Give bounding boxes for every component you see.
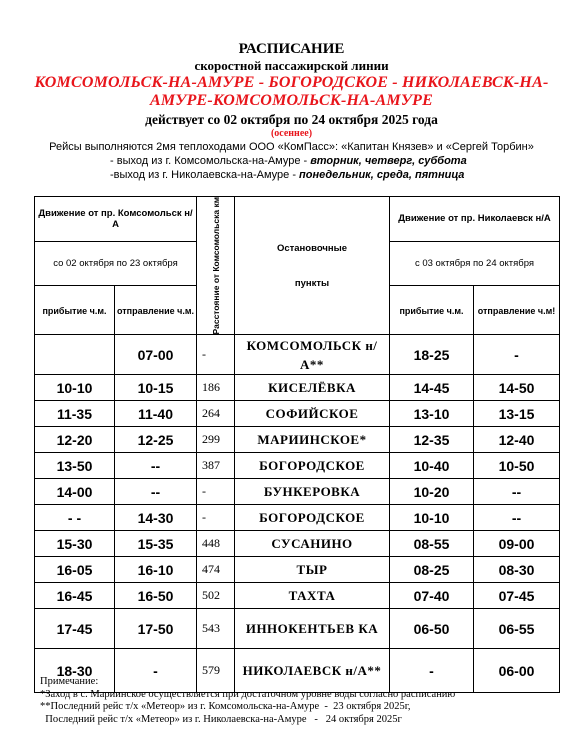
departure-from-komsomolsk: 11-40 (115, 401, 197, 427)
arrival-from-nikolaevsk: 18-25 (390, 335, 474, 375)
table-row (35, 531, 560, 557)
operators-note: Рейсы выполняются 2мя теплоходами ООО «КомПасс»: «Капитан Князев» и «Сергей Торбин» (49, 141, 534, 153)
arrival-from-komsomolsk: 16-05 (35, 557, 115, 583)
arrival-from-nikolaevsk: 10-10 (390, 505, 474, 531)
distance-km: - (197, 479, 235, 505)
departure-from-nikolaevsk: 08-30 (474, 557, 560, 583)
schedule-header (0, 40, 583, 182)
notes-title: Примечание: (40, 676, 99, 687)
departure-from-komsomolsk: -- (115, 479, 197, 505)
stop-name: СОФИЙСКОЕ (235, 401, 390, 427)
arrival-from-nikolaevsk: 10-40 (390, 453, 474, 479)
arrival-from-nikolaevsk: 10-20 (390, 479, 474, 505)
table-row (35, 479, 560, 505)
departure-from-komsomolsk: 07-00 (115, 335, 197, 375)
arrival-from-komsomolsk: - - (35, 505, 115, 531)
stop-name: БОГОРОДСКОЕ (235, 505, 390, 531)
departure-from-komsomolsk: 16-50 (115, 583, 197, 609)
arrival-from-nikolaevsk: 12-35 (390, 427, 474, 453)
table-row (35, 375, 560, 401)
stops-header: Остановочные пункты (235, 197, 390, 335)
distance-km: 264 (197, 401, 235, 427)
table-row (35, 505, 560, 531)
arrival-from-komsomolsk: 11-35 (35, 401, 115, 427)
arrival-from-nikolaevsk: 08-25 (390, 557, 474, 583)
departure-komsomolsk-days: вторник, четверг, суббота (310, 155, 467, 167)
distance-km: - (197, 505, 235, 531)
note-last-trip-komsomolsk: **Последний рейс т/х «Метеор» из г. Комсомольска-на-Амуре - 23 октября 2025г, (40, 701, 411, 712)
arrival-from-komsomolsk: 17-45 (35, 609, 115, 649)
distance-header: Расстояние от Комсомольска км (197, 197, 235, 335)
table-row (35, 557, 560, 583)
departure-nikolaevsk-days: понедельник, среда, пятница (299, 169, 465, 181)
departure-from-nikolaevsk: 09-00 (474, 531, 560, 557)
schedule-table (34, 196, 560, 693)
departure-from-komsomolsk: 14-30 (115, 505, 197, 531)
distance-km: 448 (197, 531, 235, 557)
page-subtitle: скоростной пассажирской линии (194, 58, 389, 73)
departure-from-komsomolsk: 15-35 (115, 531, 197, 557)
stop-name: ТЫР (235, 557, 390, 583)
departure-from-nikolaevsk: 14-50 (474, 375, 560, 401)
departure-header-left: отправление ч.м. (115, 286, 197, 335)
arrival-from-komsomolsk: 13-50 (35, 453, 115, 479)
table-row (35, 609, 560, 649)
departure-from-komsomolsk: 10-15 (115, 375, 197, 401)
arrival-from-nikolaevsk: 08-55 (390, 531, 474, 557)
direction-from-nikolaevsk: Движение от пр. Николаевск н/А (390, 197, 560, 242)
departure-from-nikolaevsk: -- (474, 479, 560, 505)
stop-name: СУСАНИНО (235, 531, 390, 557)
departure-from-nikolaevsk: - (474, 335, 560, 375)
footnotes (40, 676, 455, 726)
arrival-from-komsomolsk (35, 335, 115, 375)
table-row (35, 401, 560, 427)
dates-from-komsomolsk: со 02 октября по 23 октября (35, 241, 197, 286)
arrival-from-nikolaevsk: 06-50 (390, 609, 474, 649)
distance-km: 502 (197, 583, 235, 609)
stop-name: БОГОРОДСКОЕ (235, 453, 390, 479)
departure-komsomolsk: - выход из г. Комсомольска-на-Амуре - вторник, четверг, суббота (110, 155, 467, 167)
table-row (35, 453, 560, 479)
arrival-from-nikolaevsk: 07-40 (390, 583, 474, 609)
stop-name: ИННОКЕНТЬЕВ КА (235, 609, 390, 649)
departure-from-komsomolsk: - (115, 649, 197, 693)
page-title: РАСПИСАНИЕ (238, 41, 345, 57)
stop-name: МАРИИНСКОЕ* (235, 427, 390, 453)
stop-name: КОМСОМОЛЬСК н/А** (235, 335, 390, 375)
stop-name: КИСЕЛЁВКА (235, 375, 390, 401)
arrival-from-nikolaevsk: 14-45 (390, 375, 474, 401)
stop-name: НИКОЛАЕВСК н/А** (235, 649, 390, 693)
distance-km: 474 (197, 557, 235, 583)
distance-km: 543 (197, 609, 235, 649)
season-label: (осеннее) (270, 128, 313, 139)
arrival-from-komsomolsk: 14-00 (35, 479, 115, 505)
arrival-from-komsomolsk: 15-30 (35, 531, 115, 557)
departure-header-right: отправление ч.м! (474, 286, 560, 335)
departure-from-komsomolsk: 17-50 (115, 609, 197, 649)
dates-from-nikolaevsk: с 03 октября по 24 октября (390, 241, 560, 286)
table-row (35, 427, 560, 453)
arrival-from-nikolaevsk: - (390, 649, 474, 693)
departure-from-komsomolsk: 12-25 (115, 427, 197, 453)
departure-nikolaevsk: -выход из г. Николаевска-на-Амуре - понедельник, среда, пятница (110, 169, 465, 181)
distance-km: 299 (197, 427, 235, 453)
stop-name: БУНКЕРОВКА (235, 479, 390, 505)
departure-from-komsomolsk: 16-10 (115, 557, 197, 583)
arrival-from-komsomolsk: 18-30 (35, 649, 115, 693)
table-row (35, 583, 560, 609)
departure-from-nikolaevsk: -- (474, 505, 560, 531)
arrival-header-left: прибытие ч.м. (35, 286, 115, 335)
arrival-from-komsomolsk: 10-10 (35, 375, 115, 401)
table-row (35, 335, 560, 375)
validity-period: действует со 02 октября по 24 октября 2025 года (145, 112, 438, 127)
arrival-from-komsomolsk: 16-45 (35, 583, 115, 609)
distance-km: 579 (197, 649, 235, 693)
arrival-header-right: прибытие ч.м. (390, 286, 474, 335)
distance-km: 186 (197, 375, 235, 401)
arrival-from-komsomolsk: 12-20 (35, 427, 115, 453)
distance-km: - (197, 335, 235, 375)
distance-km: 387 (197, 453, 235, 479)
note-mariinskoe: *Заход в с. Мариинское осуществляется при достаточном уровне воды согласно расписанию (40, 688, 456, 700)
departure-from-nikolaevsk: 06-00 (474, 649, 560, 693)
departure-from-nikolaevsk: 10-50 (474, 453, 560, 479)
departure-from-nikolaevsk: 12-40 (474, 427, 560, 453)
departure-from-nikolaevsk: 13-15 (474, 401, 560, 427)
departure-from-nikolaevsk: 07-45 (474, 583, 560, 609)
direction-from-komsomolsk: Движение от пр. Комсомольск н/А (35, 197, 197, 242)
departure-from-nikolaevsk: 06-55 (474, 609, 560, 649)
route-line-2: АМУРЕ-КОМСОМОЛЬСК-НА-АМУРЕ (149, 92, 434, 109)
route-line-1: КОМСОМОЛЬСК-НА-АМУРЕ - БОГОРОДСКОЕ - НИКОЛАЕВСК-НА- (34, 74, 549, 91)
arrival-from-nikolaevsk: 13-10 (390, 401, 474, 427)
note-last-trip-nikolaevsk: Последний рейс т/х «Метеор» из г. Николаевска-на-Амуре - 24 октября 2025г (40, 713, 402, 725)
departure-from-komsomolsk: -- (115, 453, 197, 479)
stop-name: ТАХТА (235, 583, 390, 609)
